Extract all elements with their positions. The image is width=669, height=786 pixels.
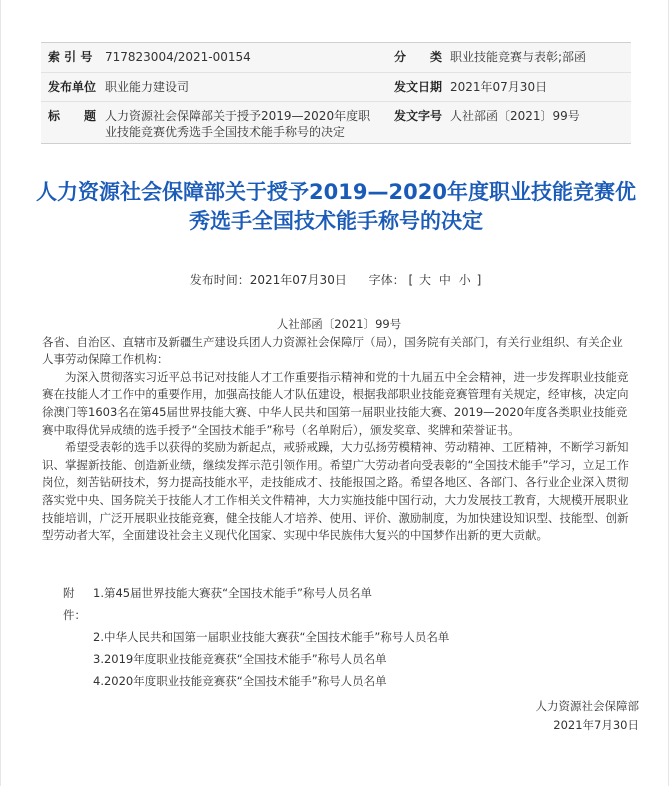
font-large-button[interactable]: 大 <box>419 273 432 287</box>
title-label: 标 题 <box>48 109 97 123</box>
metadata-row <box>41 101 631 143</box>
category-label: 分 类 <box>394 50 443 64</box>
document-number: 人社部函〔2021〕99号 <box>276 317 402 331</box>
publish-time-label: 发布时间： <box>189 273 250 287</box>
font-size-control <box>369 271 482 288</box>
org-value: 职业能力建设司 <box>105 80 190 94</box>
document-body <box>42 316 632 545</box>
signature-org: 人力资源社会保障部 <box>535 699 639 713</box>
metadata-row <box>41 72 631 101</box>
index-value: 717823004/2021-00154 <box>105 50 251 64</box>
signature-block <box>536 697 640 735</box>
docno-value: 人社部函〔2021〕99号 <box>450 109 580 123</box>
attachments-label: 附件： <box>63 586 86 622</box>
bracket-close: ] <box>476 273 482 287</box>
attachment-link[interactable]: 1.第45届世界技能大赛获“全国技术能手”称号人员名单 <box>93 586 373 600</box>
title-value: 人力资源社会保障部关于授予2019—2020年度职业技能竞赛优秀选手全国技术能手称号的决定 <box>105 109 371 139</box>
org-label: 发布单位 <box>48 80 97 94</box>
attachment-link[interactable]: 3.2019年度职业技能竞赛获“全国技术能手”称号人员名单 <box>93 652 387 666</box>
date-value: 2021年07月30日 <box>450 80 548 94</box>
index-label: 索 引 号 <box>48 50 93 64</box>
metadata-row <box>41 43 631 72</box>
signature-date: 2021年7月30日 <box>553 718 639 732</box>
paragraph-2: 希望受表彰的选手以获得的奖励为新起点，戒骄戒躁，大力弘扬劳模精神、劳动精神、工匠精神，不断学习新知识、掌握新技能、创造新业绩，继续发挥示范引领作用。希望广大劳动者向受表彰的“全国技术能手”学习，立足工作岗位，刻苦钻研技术，努力提高技能水平，走技能成才、技能报国之路。希望各地区、各部门、各行业企业深入贯彻落实党中央、国务院关于技能人才工作相关文件精神，大力实施技能中国行动，大力发展技工教育，大规模开展职业技能培训，广泛开展职业技能竞赛，健全技能人才培养、使用、评价、激励制度，为加快建设知识型、技能型、创新型劳动者大军，全面建设社会主义现代化国家、实现中华民族伟大复兴的中国梦作出新的更大贡献。 <box>42 440 629 543</box>
addressee: 各省、自治区、直辖市及新疆生产建设兵团人力资源社会保障厅（局），国务院有关部门，有关行业组织、有关企业人事劳动保障工作机构： <box>42 334 623 367</box>
publish-info <box>1 271 669 288</box>
attachments <box>63 582 449 692</box>
font-size-label: 字体： <box>368 273 405 287</box>
publish-time-value: 2021年07月30日 <box>249 273 347 287</box>
font-small-button[interactable]: 小 <box>458 273 471 287</box>
date-label: 发文日期 <box>394 80 443 94</box>
attachment-link[interactable]: 2.中华人民共和国第一届职业技能大赛获“全国技术能手”称号人员名单 <box>93 630 450 644</box>
paragraph-1: 为深入贯彻落实习近平总书记对技能人才工作重要指示精神和党的十九届五中全会精神，进一步发挥职业技能竞赛在技能人才工作中的重要作用，加强高技能人才队伍建设，根据我部职业技能竞赛管理有关规定，经审核，决定向徐澳门等1603名在第45届世界技能大赛、中华人民共和国第一届职业技能大赛、2019—2020年度各类职业技能竞赛中取得优异成绩的选手授予“全国技术能手”称号（名单附后），颁发奖章、奖牌和荣誉证书。 <box>42 369 629 437</box>
docno-label: 发文字号 <box>394 109 443 123</box>
bracket-open: [ <box>408 273 414 287</box>
attachment-link[interactable]: 4.2020年度职业技能竞赛获“全国技术能手”称号人员名单 <box>93 674 387 688</box>
document-title: 人力资源社会保障部关于授予2019—2020年度职业技能竞赛优秀选手全国技术能手称号的决定 <box>36 180 636 233</box>
category-value: 职业技能竞赛与表彰;部函 <box>450 50 587 64</box>
font-medium-button[interactable]: 中 <box>438 273 451 287</box>
metadata-table <box>41 42 631 144</box>
